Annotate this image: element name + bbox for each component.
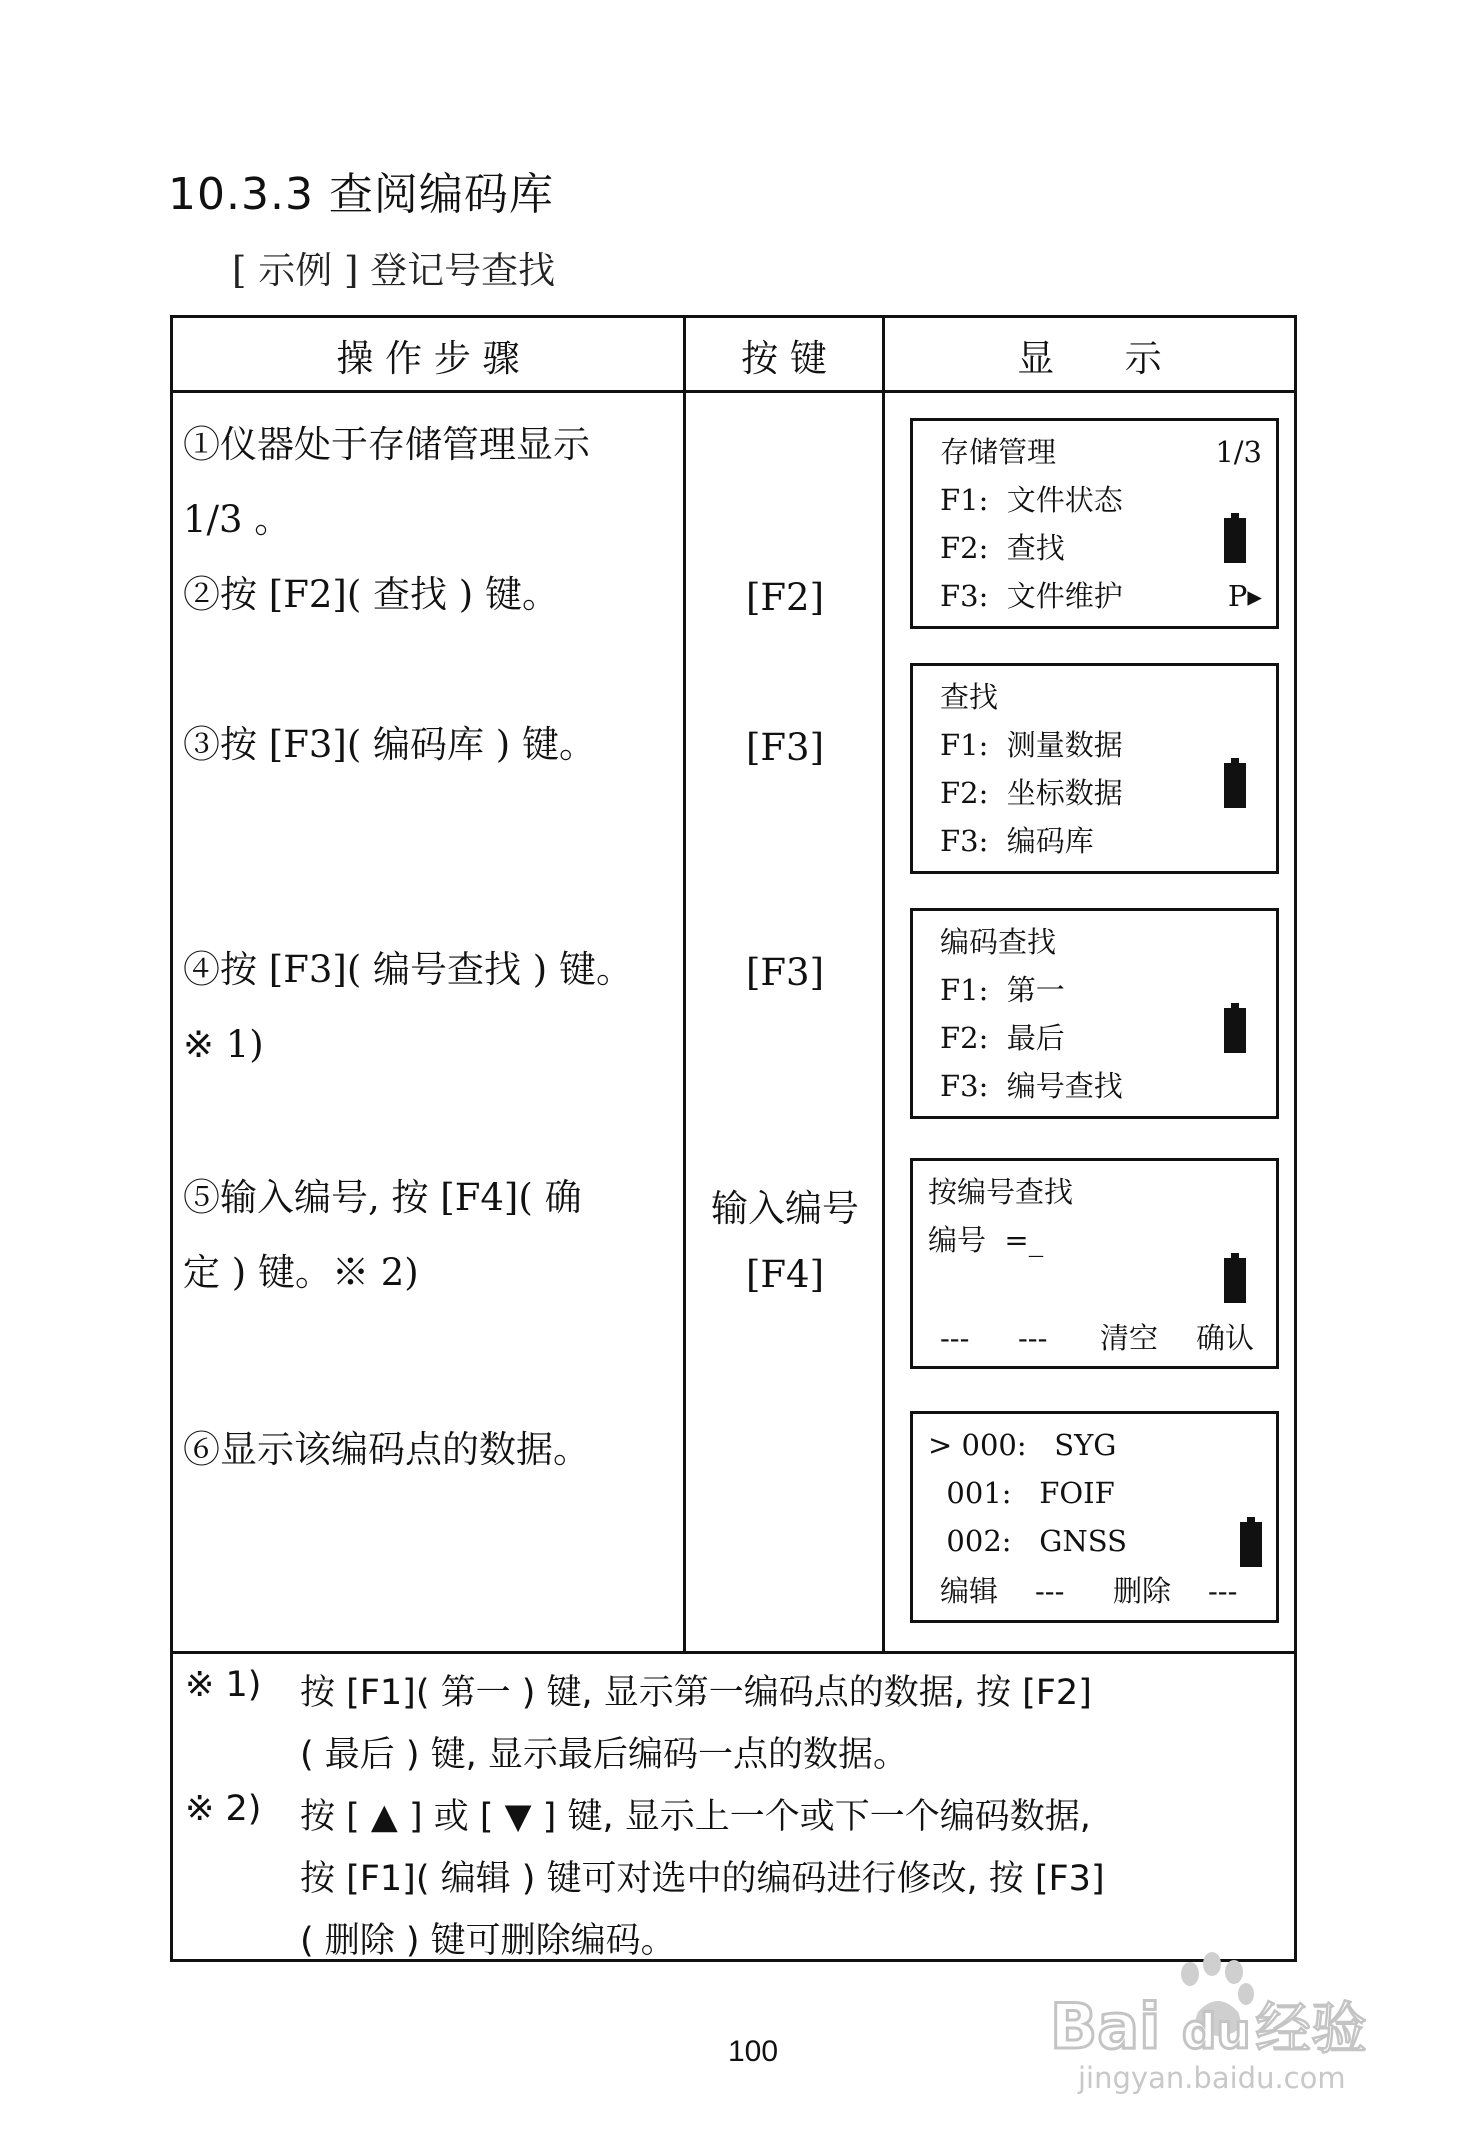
watermark-brand: Bai bbox=[1050, 1990, 1161, 2063]
step-4-line-2: ※ 1) bbox=[183, 1023, 264, 1066]
softkey-edit: 编辑 bbox=[940, 1574, 999, 1608]
note-1-line-1: 按 [F1]( 第一 ) 键, 显示第一编码点的数据, 按 [F2] bbox=[300, 1673, 1092, 1713]
key-f2: [F2] bbox=[745, 576, 825, 619]
screen-number-search bbox=[910, 1158, 1279, 1369]
note-1-mark: ※ 1) bbox=[185, 1665, 262, 1705]
softkey-clear: 清空 bbox=[1100, 1321, 1159, 1355]
battery-icon bbox=[1224, 1003, 1246, 1053]
code-row-000: > 000: SYG bbox=[928, 1428, 1117, 1462]
section-title: 10.3.3 查阅编码库 bbox=[168, 169, 554, 220]
watermark-brand-du: du bbox=[1182, 2004, 1251, 2060]
battery-icon bbox=[1224, 1253, 1246, 1303]
softkey-1: --- bbox=[940, 1321, 970, 1355]
battery-icon bbox=[1224, 513, 1246, 563]
step-1-line-2: 1/3 。 bbox=[183, 498, 292, 541]
header-display: 显 示 bbox=[1017, 336, 1162, 380]
softkey-confirm: 确认 bbox=[1196, 1321, 1255, 1355]
screen-line-f1: F1: 测量数据 bbox=[940, 728, 1123, 762]
header-steps: 操 作 步 骤 bbox=[336, 336, 520, 380]
step-3: ③按 [F3]( 编码库 ) 键。 bbox=[183, 723, 596, 766]
screen-line-f3: F3: 文件维护 bbox=[940, 579, 1123, 613]
softkey-2: --- bbox=[1035, 1574, 1065, 1608]
step-6: ⑥显示该编码点的数据。 bbox=[183, 1428, 590, 1471]
key-input-number: 输入编号 bbox=[711, 1187, 859, 1230]
operation-table bbox=[170, 315, 1297, 1962]
screen-line-f1: F1: 第一 bbox=[940, 973, 1065, 1007]
number-input-line: 编号 =_ bbox=[928, 1223, 1044, 1257]
softkey-delete: 删除 bbox=[1113, 1574, 1172, 1608]
note-2-mark: ※ 2) bbox=[185, 1789, 262, 1829]
screen-search bbox=[910, 663, 1279, 874]
header-keys: 按 键 bbox=[741, 336, 827, 380]
page-next-indicator: P▸ bbox=[1227, 579, 1262, 613]
notes-rule bbox=[173, 1651, 1294, 1654]
screen-storage-management bbox=[910, 418, 1279, 629]
screen-title: 查找 bbox=[940, 680, 999, 714]
screen-line-f1: F1: 文件状态 bbox=[940, 483, 1123, 517]
key-f3-b: [F3] bbox=[745, 951, 825, 994]
step-4-line-1: ④按 [F3]( 编号查找 ) 键。 bbox=[183, 948, 633, 991]
softkey-4: --- bbox=[1208, 1574, 1238, 1608]
step-1-line-1: ①仪器处于存储管理显示 bbox=[183, 423, 590, 466]
note-2-line-1: 按 [ ▲ ] 或 [ ▼ ] 键, 显示上一个或下一个编码数据, bbox=[300, 1797, 1091, 1837]
key-f4: [F4] bbox=[745, 1253, 825, 1296]
screen-title: 按编号查找 bbox=[928, 1175, 1074, 1209]
code-row-001: 001: FOIF bbox=[928, 1476, 1115, 1510]
note-2-line-2: 按 [F1]( 编辑 ) 键可对选中的编码进行修改, 按 [F3] bbox=[300, 1859, 1105, 1899]
screen-line-f3: F3: 编号查找 bbox=[940, 1069, 1123, 1103]
screen-line-f2: F2: 最后 bbox=[940, 1021, 1065, 1055]
screen-title: 存储管理 bbox=[940, 435, 1057, 469]
step-2: ②按 [F2]( 查找 ) 键。 bbox=[183, 573, 559, 616]
baidu-jingyan-watermark bbox=[1040, 1950, 1385, 2100]
key-f3-a: [F3] bbox=[745, 726, 825, 769]
step-5-line-1: ⑤输入编号, 按 [F4]( 确 bbox=[183, 1176, 582, 1219]
step-5-line-2: 定 ) 键。※ 2) bbox=[183, 1251, 419, 1294]
softkey-2: --- bbox=[1018, 1321, 1048, 1355]
page-number: 100 bbox=[728, 2035, 779, 2068]
note-1-line-2: ( 最后 ) 键, 显示最后编码一点的数据。 bbox=[300, 1735, 908, 1775]
watermark-cn: 经验 bbox=[1255, 1997, 1367, 2062]
screen-code-search bbox=[910, 908, 1279, 1119]
battery-icon bbox=[1240, 1517, 1262, 1567]
watermark-url: jingyan.baidu.com bbox=[1078, 2061, 1346, 2095]
example-title: [ 示例 ] 登记号查找 bbox=[232, 249, 556, 292]
screen-line-f2: F2: 坐标数据 bbox=[940, 776, 1123, 810]
screen-page-indicator: 1/3 bbox=[1215, 435, 1262, 469]
screen-code-list bbox=[910, 1411, 1279, 1623]
baidu-paw-logo bbox=[1040, 1950, 1385, 2100]
screen-line-f2: F2: 查找 bbox=[940, 531, 1065, 565]
screen-title: 编码查找 bbox=[940, 925, 1057, 959]
note-2-line-3: ( 删除 ) 键可删除编码。 bbox=[300, 1921, 676, 1961]
screen-line-f3: F3: 编码库 bbox=[940, 824, 1094, 858]
code-row-002: 002: GNSS bbox=[928, 1524, 1127, 1558]
battery-icon bbox=[1224, 758, 1246, 808]
